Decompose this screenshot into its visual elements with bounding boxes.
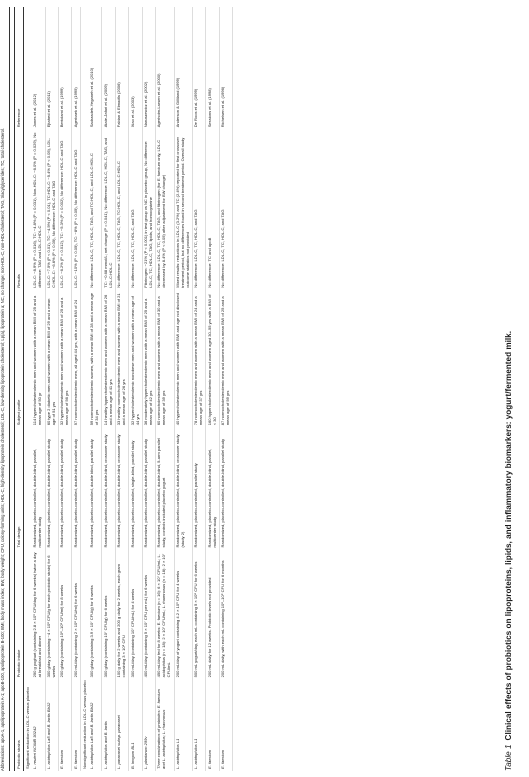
cell-subjects: 32 hypercholesterolemic nonobese men and women with a mean age of 44 yrs xyxy=(129,290,142,428)
cell-design: Randomized, placebo-controlled, double-blind, parallel study xyxy=(219,427,232,549)
cell-intake: 100 g daily for 2 weeks and 200 g daily for 2 weeks, each gram containing 3 × 10⁸ CFU xyxy=(115,549,128,679)
col-header-strain: Probiotic strains xyxy=(15,679,24,771)
cell-strain: E. faecium xyxy=(59,679,72,771)
cell-intake: 300 mL/day (containing 10⁷ CFU/mL) for 4 weeks xyxy=(129,549,142,679)
cell-results: No difference: LDL-C, TC, HDL-C, and TAG xyxy=(192,129,205,289)
cell-results: LDL-C: −10% (P < 0.05), TC: −8% (P < 0.05), No difference: HDL-C and TAG xyxy=(72,129,81,289)
table-footnote: Abbreviations: apoA-1, apolipoprotein A-1; apoB-100, apolipoprotein B-100; BMI, body mass index; BW, body weight; CFU, colony-forming units; HDL-C, high-density lipoprotein cholesterol; LDL-C, low-density lipoprotein cholesterol; Lp(a), lipoprotein a; NC, no change; non-HDL-C, non-HDL-cholesterol; TAG, triacylglycerides; TC, total cholesterol. xyxy=(0,127,5,771)
cell-design: Randomized, placebo-controlled, double-blind, parallel study xyxy=(45,427,58,549)
cell-results: Mixed results: reductions in LDL-C (3.2%) and TC (2.4%) reported for first crossover treatment period, but no differences found in second treatment period. Overall study outcome statistics not provided xyxy=(174,129,192,289)
table-caption xyxy=(504,11,513,771)
cell-intake: 400 mL/day (containing 5 × 10⁷ CFU per mL) for 6 weeks xyxy=(142,549,155,679)
cell-results: LDL-C: −7.5% (P < 0.01), TC: −4.5% (P < 0.01), TC:HDL-C: −5.4% (P < 0.05), LDL-C:HDL-C: −6.6% (P < 0.05), No difference: HDL-C and TAG xyxy=(45,129,58,289)
table-label: Table 1 xyxy=(504,744,513,771)
table-row xyxy=(59,7,72,771)
col-header-reference: Reference xyxy=(15,7,24,129)
cell-strain: L. paracasei subsp. paracasei xyxy=(115,679,128,771)
cell-intake: 200 mL/day of yogurt containing 4.2 × 10⁹ CFU for 4 weeks xyxy=(174,549,192,679)
cell-reference: Sadrzadeh-Yeganeh et al. (2010) xyxy=(89,7,102,129)
cell-reference: De Roos et al. (1999) xyxy=(192,7,205,129)
table-row xyxy=(45,7,58,771)
table-row xyxy=(129,7,142,771)
cell-results: No difference: LDL-C, TC, HDL-C, and TAG xyxy=(129,129,142,289)
cell-design: Randomized, placebo-controlled, double-blind, 5-arm parallel study, controls included placebo yogurt xyxy=(156,427,174,549)
section-label: Significant reduction in LDL-C versus placebo xyxy=(24,687,30,769)
cell-intake: 300 g/day (containing 10⁷ CFU/g) for 6 weeks xyxy=(102,549,115,679)
probiotics-table xyxy=(14,7,233,771)
table-row xyxy=(72,7,81,771)
cell-results: No difference: LDL-C, TC, HDL-C, TAG, TC:HDL-C, and LDL-C:HDL-C xyxy=(115,129,128,289)
cell-design: Randomized, placebo-controlled, double-blind, crossover study xyxy=(102,427,115,549)
cell-reference: Anderson & Gilliland (1999) xyxy=(174,7,192,129)
cell-reference: Agerbaek et al. (1995) xyxy=(72,7,81,129)
header-row xyxy=(15,7,24,771)
cell-intake: 300 g/day (containing ~4 × 10⁸ CFU/g for each probiotic strain) for 6 weeks xyxy=(45,549,58,679)
cell-subjects: 60 normocholesterolemic men and women with a mean BMI of 30 and a mean age of 39 yrs xyxy=(156,290,174,428)
cell-subjects: 87 normocholesterolemic men and women with a mean BMI of 25 and a mean age of 59 yrs xyxy=(219,290,232,428)
cell-design: Randomized, placebo-controlled, double-blind, parallel, multicenter study xyxy=(206,427,219,549)
table-row xyxy=(192,7,205,771)
cell-subjects: 60 type 2 diabetic men and women with a mean BMI of 29 and a mean age of 51 yrs xyxy=(45,290,58,428)
col-header-intake: Probiotic intake xyxy=(15,549,24,679)
table-wrapper xyxy=(14,7,502,771)
cell-reference: Xiao et al. (2003) xyxy=(129,7,142,129)
cell-strain: L. acidophilus La5 and B. lactis Bb12 xyxy=(89,679,102,771)
table-row xyxy=(115,7,128,771)
cell-reference: Richelsen et al. (1996) xyxy=(219,7,232,129)
section-row xyxy=(80,7,89,771)
cell-design: Randomized, placebo-controlled, double-blind, parallel, multicenter study xyxy=(32,427,45,549)
cell-intake: 200 g/day (containing 10⁸–10⁹ CFU/ml) for 8 weeks xyxy=(59,549,72,679)
cell-subjects: 36 moderately hypercholesterolemic men with a mean BMI of 25 and a mean age of 42 yrs xyxy=(142,290,155,428)
cell-results: No difference: LDL-C, TC, HDL-C, TAG, and TC:HDL-C, and LDL-C:HDL-C xyxy=(89,129,102,289)
cell-results: Fibrinogen: −21% (P < 0.001) in test group vs NC in placebo group, No difference: LDL-C, TC, HDL-C, TAG, lipids, and homocysteine xyxy=(142,129,155,289)
cell-intake: 450 mL/day fed for 8 weeks: E. faecium (n = 16): 6 × 10⁷ CFU/mL; L. acidophilus (n = 18): 2 × 10⁷ CFU/mL; L. rhamnosus (n = 18): 2 × 10⁷ CFU/mL xyxy=(156,549,174,679)
cell-strain: L. acidophilus L1 xyxy=(192,679,205,771)
cell-design: Randomized, placebo-controlled, single-blind, parallel study xyxy=(129,427,142,549)
cell-results: TC: −0.68 mmol/L; net change (P = 0.041), No difference: LDL-C, HDL-C, TAG, and LDL-C:HDL-C xyxy=(102,129,115,289)
cell-subjects: 57 normocholesterolemic men, all aged 44 yrs, with a mean BMI of 24 xyxy=(72,290,81,428)
cell-intake: 200 mL/day (containing 2 × 10⁸ CFU/ml) for 6 weeks xyxy=(72,549,81,679)
section-label: Nonsignificant reduction in LDL-C versus placebo xyxy=(81,680,87,769)
table-row xyxy=(142,7,155,771)
cell-strain: Three combinations of probiotics: E. faecium and L. acidophilus; L. rhamnosus xyxy=(156,679,174,771)
cell-strain: L. plantarum 299v xyxy=(142,679,155,771)
cell-reference: Naruszewicz et al. (2002) xyxy=(142,7,155,129)
cell-reference: Ejtahed et al. (2011) xyxy=(45,7,58,129)
cell-reference: Sessions et al. (1998) xyxy=(206,7,219,129)
cell-subjects: 160 hypercholesterolemic men and women aged 30–55 yrs with a BMI of < 30 xyxy=(206,290,219,428)
table-row xyxy=(89,7,102,771)
cell-subjects: 32 hypercholesterolemic men and women with a mean BMI of 25 and a mean age of 56 yrs xyxy=(59,290,72,428)
cell-design: Randomized, placebo-controlled, parallel study xyxy=(192,427,205,549)
table-row xyxy=(174,7,192,771)
cell-reference: Ataie-Jafari et al. (2009) xyxy=(102,7,115,129)
cell-subjects: 114 hypercholesterolemic men and women with a mean BMI of 25 and a mean age of 50 yr xyxy=(32,290,45,428)
cell-intake: 500 mL yogurt/day, each mL containing 5 × 10⁸ CFU for 6 weeks xyxy=(192,549,205,679)
cell-design: Randomized, placebo-controlled, double-blind, crossover study xyxy=(115,427,128,549)
cell-strain: E. faecium xyxy=(72,679,81,771)
cell-design: Randomized, placebo-controlled, double-blind, parallel study xyxy=(72,427,81,549)
cell-strain: L. reuteri NCIMB 30242 xyxy=(32,679,45,771)
section-row xyxy=(24,7,33,771)
cell-results: LDL-C: −8.9% (P = 0.016), TC: −4.8% (P = 0.031), Non-HDL-C: −6.0% (P = 0.029), No difference: TAG and LDL-C:HDL-C xyxy=(32,129,45,289)
col-header-subjects: Subject profile xyxy=(15,290,24,428)
table-title: Clinical effects of probiotics on lipoproteins, lipids, and inflammatory biomarkers: yogurt/fermented milk. xyxy=(504,330,513,741)
cell-subjects: 59 normocholesterolemic women, with a mean BMI of 28 and a mean age of 34 yrs xyxy=(89,290,102,428)
cell-results: No difference: TC and apoB xyxy=(206,129,219,289)
cell-strain: L. acidophilus L1 xyxy=(174,679,192,771)
cell-strain: L. acidophilus and B. lactis xyxy=(102,679,115,771)
col-header-design: Trial design xyxy=(15,427,24,549)
cell-results: No difference: LDL-C, TC, HDL-C, and TAG xyxy=(219,129,232,289)
cell-design: Randomized, placebo-controlled, double-blind, parallel study xyxy=(59,427,72,549)
table-body xyxy=(24,7,233,771)
table-row xyxy=(206,7,219,771)
table-row xyxy=(32,7,45,771)
bottom-rule xyxy=(9,7,10,771)
cell-subjects: 33 healthy normocholesterolemic men and women with a mean BMI of 21 and a mean age of 26 yrs xyxy=(115,290,128,428)
table-row xyxy=(156,7,174,771)
col-header-results: Results xyxy=(15,129,24,289)
cell-strain: E. faecium xyxy=(219,679,232,771)
cell-strain: B. longum BL1 xyxy=(129,679,142,771)
cell-reference: Agerholm-Larsen et al. (2000) xyxy=(156,7,174,129)
cell-design: Randomized, placebo-controlled, double-blind, parallel study xyxy=(142,427,155,549)
cell-strain: L. acidophilus La5 and B. lactis Bb12 xyxy=(45,679,58,771)
cell-design: Randomized, placebo-controlled, double-blind, crossover study (study 2) xyxy=(174,427,192,549)
cell-results: No difference: LDL-C, TC, HDL-C, TAG, and fibrinogen (for E. faecium only, LDL-C decreased by 8.4% (P < 0.05) after adjustment for BW change) xyxy=(156,129,174,289)
cell-strain: E. faecium xyxy=(206,679,219,771)
cell-intake: 200 mL daily, with each mL containing 10⁸–10⁹ CFU for 6 months xyxy=(219,549,232,679)
cell-subjects: 40 hypercholesterolemic men and women with BMI and age not disclosed xyxy=(174,290,192,428)
cell-subjects: 14 healthy hypercholesterolemic men and women with a mean BMI of 26 and a mean age of 41 yrs xyxy=(102,290,115,428)
cell-reference: Jones et al. (2012) xyxy=(32,7,45,129)
cell-results: LDL-C: −6.2% (P = 0.012), TC: −5.3% (P = 0.002), No difference: HDL-C and TAG xyxy=(59,129,72,289)
cell-reference: Fabian & Elmadfa (2006) xyxy=(115,7,128,129)
cell-intake: 250 g yoghurt (containing 2.8 × 10⁹ CFU/day for 6 weeks) twice a day at breakfast and dinner xyxy=(32,549,45,679)
cell-design: Randomized, placebo-controlled, double blind, parallel study xyxy=(89,427,102,549)
table-row xyxy=(219,7,232,771)
table-header xyxy=(15,7,24,771)
cell-reference: Bertolami et al. (1999) xyxy=(59,7,72,129)
cell-intake: 200 mL daily for 12 weeks. Probiotic levels not provided xyxy=(206,549,219,679)
cell-intake: 300 g/day (containing 3.9 × 10⁷ CFU/g) for 6 weeks xyxy=(89,549,102,679)
cell-subjects: 78 normocholesterolemic men and women with a mean BMI of 24 and a mean age of 37 yrs xyxy=(192,290,205,428)
table-row xyxy=(102,7,115,771)
